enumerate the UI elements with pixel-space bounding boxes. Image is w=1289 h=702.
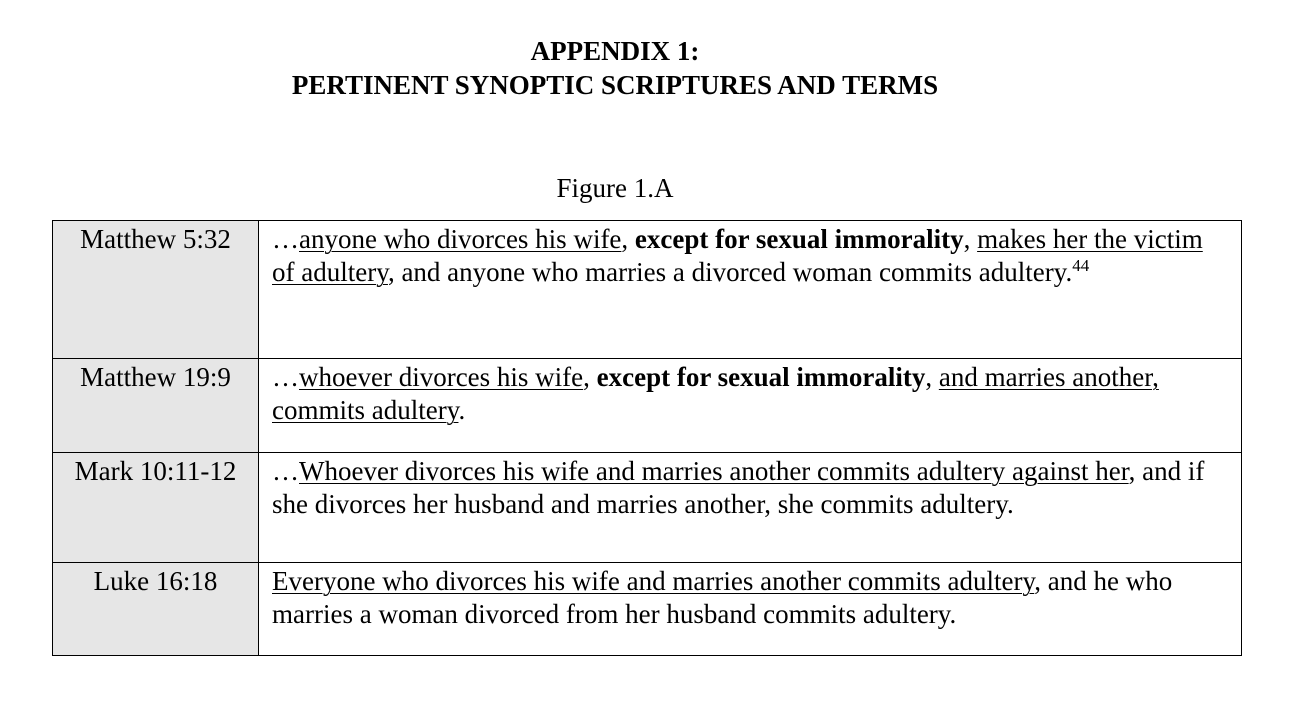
table-row: [53, 221, 1242, 359]
figure-caption: Figure 1.A: [556, 173, 674, 203]
footnote-marker: 44: [1072, 256, 1090, 275]
scripture-text-cell: [259, 359, 1242, 453]
title-line-2: PERTINENT SYNOPTIC SCRIPTURES AND TERMS: [291, 70, 939, 100]
title-line-1: APPENDIX 1:: [530, 36, 700, 66]
reference-cell: Luke 16:18: [53, 563, 259, 656]
underlined-phrase: and marries another, commits adultery: [272, 362, 1159, 425]
text-segment: , and anyone who marries a divorced woman commits adultery.: [387, 257, 1073, 287]
page-title: [0, 34, 1230, 102]
scripture-table: [52, 220, 1242, 656]
reference-cell: Matthew 19:9: [53, 359, 259, 453]
scripture-text-cell: [259, 563, 1242, 656]
bold-phrase: except for sexual immorality: [596, 362, 926, 392]
bold-phrase: except for sexual immorality: [634, 224, 964, 254]
underlined-phrase: makes her the victim of adultery: [272, 224, 1203, 287]
text-segment: ,: [621, 224, 635, 254]
text-segment: …: [272, 224, 299, 254]
text-segment: , and if she divorces her husband and marries another, she commits adultery.: [272, 456, 1205, 519]
text-segment: …: [272, 456, 299, 486]
scripture-text-cell: [259, 221, 1242, 359]
underlined-phrase: Whoever divorces his wife and marries another commits adultery against her: [299, 456, 1129, 486]
text-segment: ,: [583, 362, 597, 392]
table-row: [53, 563, 1242, 656]
text-segment: …: [272, 362, 299, 392]
reference-cell: Mark 10:11-12: [53, 453, 259, 563]
scripture-text-cell: [259, 453, 1242, 563]
underlined-phrase: anyone who divorces his wife: [299, 224, 622, 254]
table-row: [53, 359, 1242, 453]
underlined-phrase: whoever divorces his wife: [299, 362, 584, 392]
text-segment: .: [458, 395, 466, 425]
underlined-phrase: Everyone who divorces his wife and marries another commits adultery: [272, 566, 1035, 596]
text-segment: , and he who marries a woman divorced from her husband commits adultery.: [272, 566, 1173, 629]
text-segment: ,: [963, 224, 978, 254]
reference-cell: Matthew 5:32: [53, 221, 259, 359]
table-row: [53, 453, 1242, 563]
text-segment: ,: [925, 362, 939, 392]
